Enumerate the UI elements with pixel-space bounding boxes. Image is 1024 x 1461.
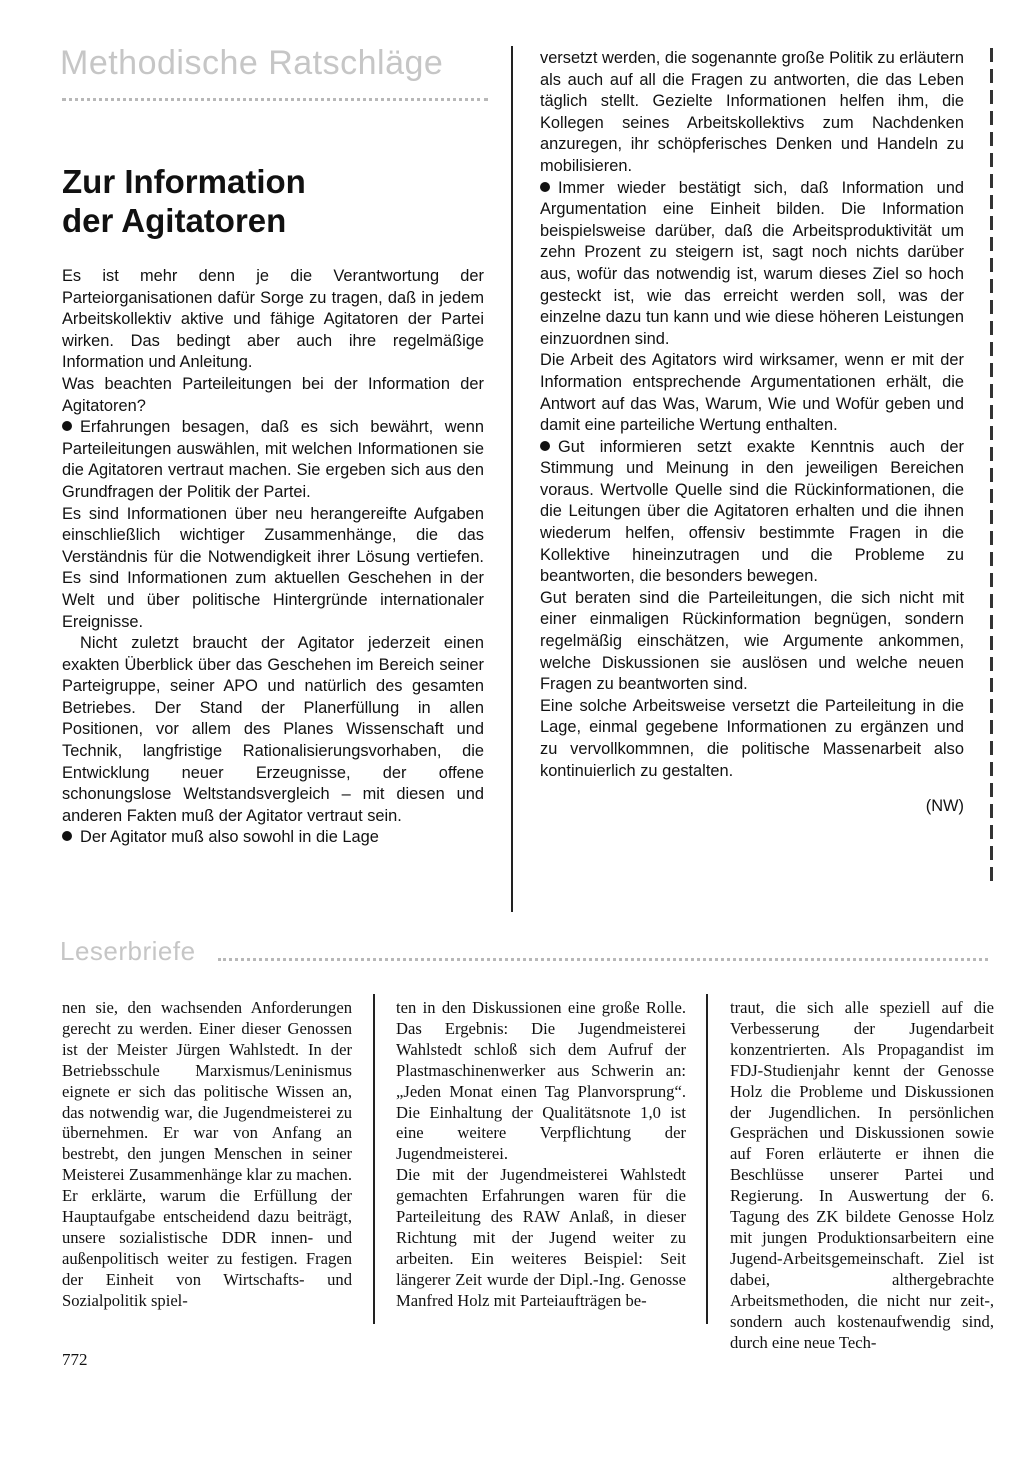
article-column-left [62, 266, 484, 849]
letter-column-3 [730, 998, 994, 1353]
paragraph: Gut informieren setzt exakte Kenntnis auch der Stimmung und Meinung in den jeweiligen Bereichen voraus. Wertvolle Quelle sind die Rückinformationen, die die Leitungen über die Agitatoren erhalten und die ihnen wiederum helfen, offensiv bestimmte Fragen in die Kollektive hineinzutragen und die Probleme zu beantworten, die besonders bewegen. [540, 437, 964, 586]
page-number: 772 [62, 1350, 88, 1369]
paragraph: Eine solche Arbeitsweise versetzt die Parteileitung in die Lage, einmal gegebene Informationen zu ergänzen und zu vervollkommnen, die politische Massenarbeit also kontinuierlich zu gestalten. [540, 696, 964, 780]
article-column-right [540, 48, 964, 818]
paragraph: Immer wieder bestätigt sich, daß Information und Argumentation eine Einheit bilden. Die Information beispielsweise darüber, daß die Arbeitsproduktivität um zehn Prozent zu steigern ist, sagt noch nichts darüber aus, wofür das notwendig ist, warum dieses Ziel so hoch gesteckt ist, wie das erreicht werden soll, was der einzelne dazu tun kann und wie diese höheren Leistungen einzuordnen sind. [540, 178, 964, 348]
bullet-icon [540, 182, 550, 192]
article-headline [62, 162, 482, 240]
paragraph: Gut beraten sind die Parteileitungen, die sich nicht mit einer einmaligen Rückinformation begnügen, sondern regelmäßig einschätzen, wie Argumente ankommen, welche Diskussionen sie auslösen und welche neuen Fragen zu beantworten sind. [540, 588, 964, 694]
column-divider [373, 994, 375, 1324]
bullet-icon [62, 831, 72, 841]
headline-line-1: Zur Information [62, 163, 306, 200]
paragraph: Es sind Informationen über neu herangereifte Aufgaben einschließlich wichtiger Zusammenhänge, die das Verständnis für die Notwendigkeit ihrer Lösung vertiefen. Es sind Informationen zum aktuellen Geschehen in der Welt und über politische Hintergründe internationaler Ereignisse. [62, 504, 484, 631]
bullet-icon [540, 441, 550, 451]
section-label-leserbriefe: Leserbriefe [60, 936, 196, 966]
paragraph: traut, die sich alle speziell auf die Verbesserung der Jugendarbeit konzentrierten. Als Propagandist im FDJ-Studienjahr kennt der Genosse Holz die Probleme und Diskussionen der Jugendlichen. In persönlichen Gesprächen und Diskussionen sowie auf Foren erläuterte er ihnen die Beschlüsse unserer Partei und Regierung. In Auswertung der 6. Tagung des ZK bildete Genosse Holz mit jungen Produktionsarbeitern eine Jugend-Arbeitsgemeinschaft. Ziel ist dabei, althergebrachte Arbeitsmethoden, die nicht nur zeit-, sondern auch kostenaufwendig sind, durch eine neue Tech- [730, 998, 994, 1352]
letter-column-1 [62, 998, 352, 1312]
paragraph: Der Agitator muß also sowohl in die Lage [62, 827, 484, 849]
margin-marks [990, 48, 996, 888]
section-divider-mid [218, 958, 988, 961]
author-signature: (NW) [925, 797, 964, 816]
section-label-methodische-ratschlaege: Methodische Ratschläge [60, 44, 444, 82]
headline-line-2: der Agitatoren [62, 202, 287, 239]
paragraph: ten in den Diskussionen eine große Rolle. Das Ergebnis: Die Jugendmeisterei Wahlstedt schloß sich dem Aufruf der Plastmaschinenwerker aus Schwerin an: „Jeden Monat einen Tag Planvorsprung“. Die Einhaltung der Qualitätsnote 1,0 ist eine weitere Verpflichtung der Jugendmeisterei. [396, 998, 686, 1164]
paragraph: Die mit der Jugendmeisterei Wahlstedt gemachten Erfahrungen waren für die Parteileitung des RAW Anlaß, in dieser Richtung mit der Jugend weiter zu arbeiten. Ein weiteres Beispiel: Seit längerer Zeit wurde der Dipl.-Ing. Genosse Manfred Holz mit Parteiaufträgen be- [396, 1165, 686, 1310]
column-divider [511, 46, 513, 912]
letter-column-2 [396, 998, 686, 1312]
column-divider [706, 994, 708, 1324]
section-divider-top [62, 98, 488, 101]
paragraph: nen sie, den wachsenden Anforderungen gerecht zu werden. Einer dieser Genossen ist der Meister Jürgen Wahlstedt. In der Betriebsschule Marxismus/Leninismus eignete er sich das politische Wissen an, das notwendig war, die Jugendmeisterei zu übernehmen. Er war von Anfang an bestrebt, den jungen Menschen in seiner Meisterei Zusammenhänge klar zu machen. Er erklärte, warum die Erfüllung der Hauptaufgabe entscheidend dazu beiträgt, unsere sozialistische DDR innen- und außenpolitisch weiter zu festigen. Fragen der Einheit von Wirtschafts- und Sozialpolitik spiel- [62, 998, 352, 1310]
paragraph: Nicht zuletzt braucht der Agitator jederzeit einen exakten Überblick über das Geschehen im Bereich seiner Parteigruppe, seiner APO und natürlich des gesamten Betriebes. Der Stand der Planerfüllung in allen Positionen, vor allem des Planes Wissenschaft und Technik, langfristige Rationalisierungsvorhaben, die Entwicklung neuer Erzeugnisse, der offene schonungslose Weltstandsvergleich – mit diesen und anderen Fakten muß der Agitator vertraut sein. [62, 634, 484, 825]
paragraph: versetzt werden, die sogenannte große Politik zu erläutern als auch auf all die Fragen zu antworten, die das Leben täglich stellt. Gezielte Informationen helfen ihm, die Kollegen seines Arbeitskollektivs zum Nachdenken anzuregen, ihr schöpferisches Denken und Handeln zu mobilisieren. [540, 49, 964, 175]
paragraph: Es ist mehr denn je die Verantwortung der Parteiorganisationen dafür Sorge zu tragen, daß in jedem Arbeitskollektiv aktive und fähige Agitatoren der Partei wirken. Das bedingt aber auch ihre regelmäßige Information und Anleitung. [62, 267, 484, 372]
paragraph: Die Arbeit des Agitators wird wirksamer, wenn er mit der Information entsprechende Argumentationen erhält, die Antwort auf das Was, Warum, Wie und Wofür geben und damit eine parteiliche Wertung enthalten. [540, 351, 964, 435]
bullet-icon [62, 421, 72, 431]
paragraph: Erfahrungen besagen, daß es sich bewährt, wenn Parteileitungen auswählen, mit welchen Informationen sie die Agitatoren vertraut machen. Sie ergeben sich aus den Grundfragen der Politik der Partei. [62, 418, 484, 501]
paragraph: Was beachten Parteileitungen bei der Information der Agitatoren? [62, 374, 484, 415]
